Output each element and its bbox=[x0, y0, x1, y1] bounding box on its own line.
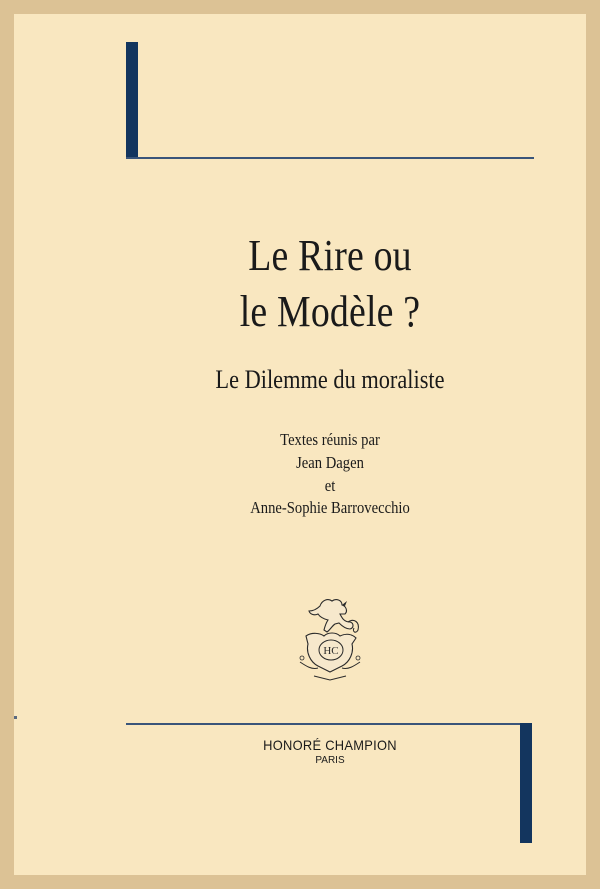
emblem-monogram: HC bbox=[323, 645, 339, 657]
publisher-name: HONORÉ CHAMPION bbox=[263, 737, 397, 753]
title-line-2: le Modèle ? bbox=[239, 287, 421, 336]
publisher-city: PARIS bbox=[315, 755, 345, 766]
editor-1: Jean Dagen bbox=[296, 453, 364, 472]
edge-mark bbox=[14, 716, 17, 719]
credit-intro: Textes réunis par bbox=[280, 430, 380, 449]
title-line-1: Le Rire ou bbox=[248, 231, 412, 280]
subtitle: Le Dilemme du moraliste bbox=[215, 365, 445, 394]
editor-2: Anne-Sophie Barrovecchio bbox=[250, 498, 410, 517]
credit-conjunction: et bbox=[324, 476, 336, 495]
rule-bottom bbox=[126, 723, 532, 725]
horse-crest-emblem-icon bbox=[290, 592, 370, 684]
rule-top bbox=[126, 157, 534, 159]
accent-bar-top bbox=[126, 42, 138, 159]
accent-bar-bottom bbox=[520, 723, 532, 843]
